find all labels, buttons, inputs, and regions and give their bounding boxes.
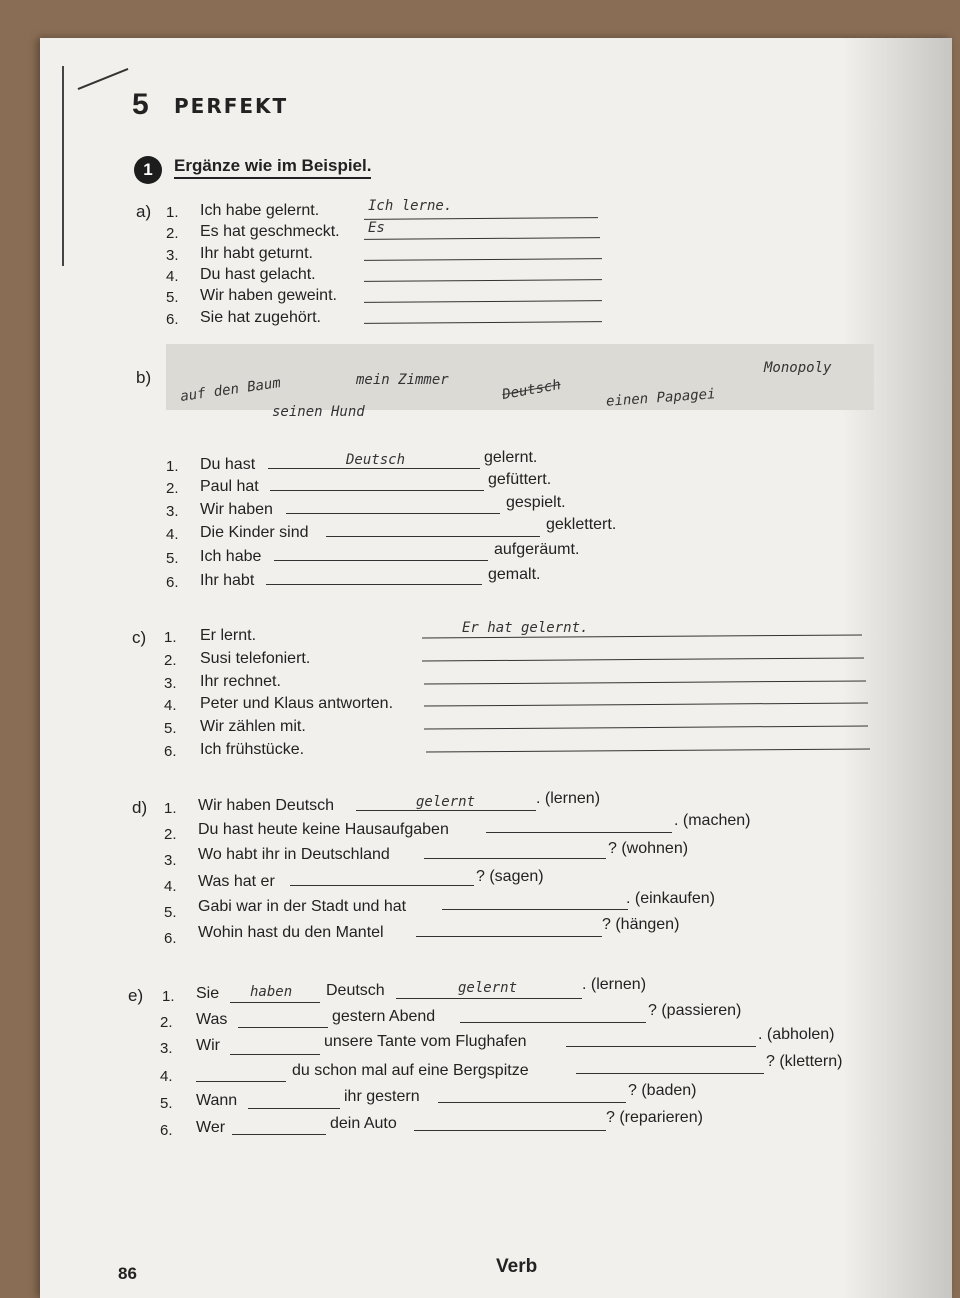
answer-line[interactable] (286, 513, 500, 514)
item-word: Sie (196, 985, 220, 1002)
item-start: Wo habt ihr in Deutschland (198, 846, 390, 863)
item-word: Wann (196, 1092, 238, 1109)
item-number: 3. (164, 852, 177, 869)
item-number: 2. (160, 1014, 173, 1031)
answer-line[interactable] (576, 1073, 764, 1074)
item-number: 1. (162, 988, 175, 1005)
handwritten-answer: gelernt (458, 980, 518, 996)
item-text: Susi telefoniert. (200, 650, 311, 667)
item-number: 1. (166, 204, 179, 221)
answer-line[interactable] (486, 832, 672, 833)
answer-line[interactable] (266, 584, 482, 585)
answer-line[interactable] (290, 885, 474, 886)
handwritten-answer: Deutsch (346, 452, 406, 468)
answer-line[interactable] (364, 258, 602, 261)
section-label: d) (132, 798, 148, 817)
section-label: e) (128, 986, 144, 1005)
item-word: Was (196, 1011, 228, 1028)
answer-line[interactable] (270, 490, 484, 491)
item-text: Ihr habt geturnt. (200, 245, 313, 262)
answer-line[interactable] (232, 1134, 326, 1135)
answer-line[interactable] (396, 998, 582, 999)
item-text: Ich habe gelernt. (200, 202, 320, 219)
item-number: 2. (166, 480, 179, 497)
answer-line[interactable] (566, 1046, 756, 1047)
answer-line[interactable] (364, 321, 602, 324)
footer-title: Verb (496, 1256, 538, 1277)
page-shadow (842, 38, 952, 1298)
item-end: aufgeräumt. (494, 541, 580, 558)
handwritten-answer: gelernt (416, 794, 476, 810)
handwritten-answer: haben (250, 984, 293, 1000)
word-option: auf den Baum (179, 375, 282, 405)
answer-line[interactable] (414, 1130, 606, 1131)
item-end: gefüttert. (488, 471, 552, 488)
item-word: gestern Abend (332, 1008, 436, 1025)
answer-line[interactable] (424, 858, 606, 859)
item-word: ihr gestern (344, 1088, 420, 1105)
item-start: Wir haben Deutsch (198, 797, 335, 814)
item-start: Ihr habt (200, 572, 255, 589)
item-end: . (einkaufen) (626, 890, 715, 907)
item-text: Sie hat zugehört. (200, 309, 321, 326)
answer-line[interactable] (248, 1108, 340, 1109)
item-number: 3. (166, 247, 179, 264)
item-start: Gabi war in der Stadt und hat (198, 898, 407, 915)
answer-line[interactable] (196, 1081, 286, 1082)
item-number: 4. (164, 697, 177, 714)
item-text: Ihr rechnet. (200, 673, 281, 690)
page-number: 86 (118, 1264, 137, 1283)
answer-line[interactable] (364, 237, 600, 240)
item-end: . (lernen) (536, 790, 601, 807)
chapter-number: 5 (132, 88, 149, 121)
item-number: 4. (166, 526, 179, 543)
answer-line[interactable] (424, 702, 868, 706)
item-end: ? (baden) (628, 1082, 697, 1099)
answer-line[interactable] (416, 936, 602, 937)
item-number: 3. (164, 675, 177, 692)
word-option: Monopoly (764, 360, 832, 376)
section-label: c) (132, 628, 147, 647)
item-word: Deutsch (326, 982, 385, 999)
item-number: 4. (166, 268, 179, 285)
item-end: ? (wohnen) (608, 840, 689, 857)
item-text: Wir zählen mit. (200, 718, 306, 735)
item-text: Ich frühstücke. (200, 741, 305, 758)
item-number: 2. (166, 225, 179, 242)
item-end: ? (klettern) (766, 1053, 843, 1070)
chapter-title: PERFEKT (174, 94, 289, 118)
margin-bar (62, 66, 64, 266)
item-end: . (lernen) (582, 976, 647, 993)
answer-line[interactable] (230, 1002, 320, 1003)
answer-line[interactable] (364, 217, 598, 220)
item-word: dein Auto (330, 1115, 397, 1132)
answer-line[interactable] (364, 300, 602, 303)
item-start: Was hat er (198, 873, 275, 890)
item-start: Du hast heute keine Hausaufgaben (198, 821, 449, 838)
item-end: ? (hängen) (602, 916, 680, 933)
item-number: 6. (166, 311, 179, 328)
item-number: 6. (164, 930, 177, 947)
answer-line[interactable] (238, 1027, 328, 1028)
item-end: . (machen) (674, 812, 751, 829)
word-option: mein Zimmer (356, 372, 449, 388)
item-number: 1. (166, 458, 179, 475)
item-start: Paul hat (200, 478, 259, 495)
item-start: Ich habe (200, 548, 262, 565)
item-word: unsere Tante vom Flughafen (324, 1033, 527, 1050)
handwritten-answer: Er hat gelernt. (462, 620, 589, 636)
item-end: geklettert. (546, 516, 617, 533)
answer-line[interactable] (442, 909, 628, 910)
item-number: 5. (166, 550, 179, 567)
answer-line[interactable] (326, 536, 540, 537)
item-number: 6. (160, 1122, 173, 1139)
item-number: 4. (164, 878, 177, 895)
item-end: gelernt. (484, 449, 538, 466)
item-number: 5. (160, 1095, 173, 1112)
item-end: . (abholen) (758, 1026, 835, 1043)
item-word: du schon mal auf eine Bergspitze (292, 1062, 529, 1079)
answer-line[interactable] (460, 1022, 646, 1023)
item-number: 1. (164, 800, 177, 817)
item-text: Peter und Klaus antworten. (200, 695, 394, 712)
word-option-crossed: Deutsch (501, 376, 562, 404)
item-number: 6. (164, 743, 177, 760)
handwritten-answer: Es (368, 220, 385, 236)
item-text: Wir haben geweint. (200, 287, 337, 304)
item-text: Du hast gelacht. (200, 266, 316, 283)
item-end: ? (reparieren) (606, 1109, 703, 1126)
worksheet-page (40, 38, 952, 1298)
answer-line[interactable] (426, 748, 870, 752)
item-start: Du hast (200, 456, 256, 473)
word-option: einen Papagei (605, 386, 717, 410)
item-number: 2. (164, 826, 177, 843)
answer-line[interactable] (230, 1054, 320, 1055)
answer-line[interactable] (356, 810, 536, 811)
word-option: seinen Hund (272, 404, 365, 420)
item-text: Es hat geschmeckt. (200, 223, 340, 240)
answer-line[interactable] (274, 560, 488, 561)
item-end: gemalt. (488, 566, 541, 583)
item-number: 5. (164, 720, 177, 737)
item-number: 5. (164, 904, 177, 921)
item-number: 3. (166, 503, 179, 520)
answer-line[interactable] (438, 1102, 626, 1103)
section-label: a) (136, 202, 152, 221)
exercise-number-badge: 1 (134, 156, 162, 184)
section-label: b) (136, 368, 152, 387)
item-word: Wir (196, 1037, 220, 1054)
item-number: 2. (164, 652, 177, 669)
item-end: ? (passieren) (648, 1002, 742, 1019)
item-number: 5. (166, 289, 179, 306)
item-end: gespielt. (506, 494, 566, 511)
answer-line[interactable] (268, 468, 480, 469)
answer-line[interactable] (424, 725, 868, 729)
exercise-instruction: Ergänze wie im Beispiel. (174, 156, 371, 179)
item-start: Wir haben (200, 501, 273, 518)
item-end: ? (sagen) (476, 868, 544, 885)
item-number: 1. (164, 629, 177, 646)
item-number: 6. (166, 574, 179, 591)
item-start: Die Kinder sind (200, 524, 309, 541)
item-word: Wer (196, 1119, 226, 1136)
item-number: 4. (160, 1068, 173, 1085)
item-text: Er lernt. (200, 627, 257, 644)
answer-line[interactable] (422, 657, 864, 661)
pen-mark (78, 68, 129, 90)
item-number: 3. (160, 1040, 173, 1057)
item-start: Wohin hast du den Mantel (198, 924, 384, 941)
answer-line[interactable] (424, 680, 866, 684)
handwritten-answer: Ich lerne. (368, 198, 453, 214)
answer-line[interactable] (364, 279, 602, 282)
